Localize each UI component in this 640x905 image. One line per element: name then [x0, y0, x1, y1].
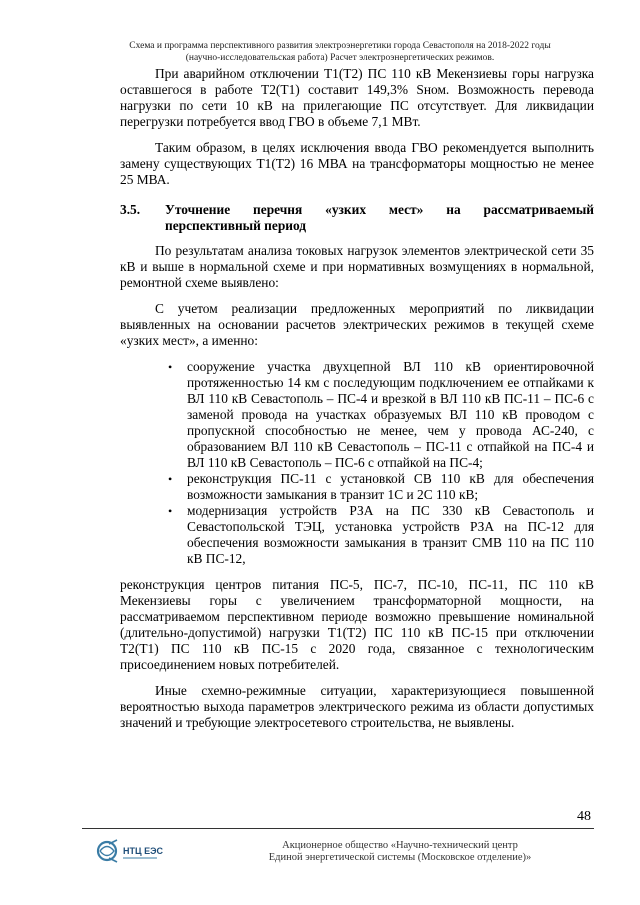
page-content	[120, 66, 594, 731]
paragraph-measures-intro: С учетом реализации предложенных мероприятий по ликвидации выявленных на основании расчетов электрических режимов в текущей схеме «узких мест», а именно:	[120, 301, 594, 348]
paragraph-reconstruction: реконструкция центров питания ПС-5, ПС-7, ПС-10, ПС-11, ПС 110 кВ Мекензиевы горы с увеличением трансформаторной мощности, на рассматриваемом перспективном периоде возможно превышение номинальной (длительно-допустимой) нагрузки Т1(Т2) ПС 110 кВ ПС-15 при отключении Т2(Т1) ПС 110 кВ ПС-15 с 2020 года, связанное с технологическим присоединением новых потребителей.	[120, 577, 594, 672]
section-number: 3.5.	[120, 202, 141, 217]
section-title: Уточнение перечня «узких мест» на рассматриваемый перспективный период	[165, 202, 594, 233]
list-item	[165, 471, 594, 503]
list-item	[165, 359, 594, 471]
paragraph-conclusion: Иные схемно-режимные ситуации, характеризующиеся повышенной вероятностью выхода параметров электрического режима из области допустимых значений и требующие электросетевого строительства, не выявлены.	[120, 683, 594, 730]
footer-line-1: Акционерное общество «Научно-технический центр	[282, 840, 518, 851]
logo-mark	[98, 840, 117, 862]
measures-list	[120, 359, 594, 567]
document-header	[100, 40, 580, 64]
bullet-icon: •	[168, 360, 173, 374]
bullet-icon: •	[168, 472, 173, 486]
section-heading	[120, 202, 594, 234]
list-item	[165, 503, 594, 567]
ntc-ees-logo-icon	[95, 838, 191, 864]
footer-line-2: Единой энергетической системы (Московское отделение)»	[268, 852, 532, 863]
list-item-text: реконструкция ПС-11 с установкой СВ 110 кВ для обеспечения возможности замыкания в транзит 1С и 2С 110 кВ;	[187, 471, 594, 502]
paragraph-recommendation: Таким образом, в целях исключения ввода ГВО рекомендуется выполнить замену существующих Т1(Т2) 16 МВА на трансформаторы мощностью не менее 25 МВА.	[120, 140, 594, 187]
list-item-text: сооружение участка двухцепной ВЛ 110 кВ ориентировочной протяженностью 14 км с последующим подключением ее отпайками к ВЛ 110 кВ Севастополь – ПС-4 и врезкой в ВЛ 110 кВ ПС-11 – ПС-6 с заменой провода на участках образуемых ВЛ 110 кВ проводом с пропускной способностью не менее, чем у провода АС-240, с образованием ВЛ 110 кВ Севастополь – ПС-11 с отпайкой на ПС-4 и ВЛ 110 кВ Севастополь – ПС-6 с отпайкой на ПС-4;	[187, 359, 594, 470]
logo-text: НТЦ ЕЭС	[123, 846, 163, 856]
footer-divider	[82, 828, 594, 829]
header-line-1: Схема и программа перспективного развития электроэнергетики города Севастополя на 2018-2022 годы	[129, 41, 551, 51]
bullet-icon: •	[168, 504, 173, 518]
page-number: 48	[577, 809, 591, 824]
list-item-text: модернизация устройств РЗА на ПС 330 кВ Севастополь и Севастопольской ТЭЦ, установка устройств РЗА на ПС-12 для обеспечения возможности замыкания в транзит СМВ 110 на ПС 110 кВ ПС-12,	[187, 503, 594, 566]
document-footer	[200, 840, 600, 864]
header-line-2: (научно-исследовательская работа) Расчет электроэнергетических режимов.	[185, 53, 495, 63]
paragraph-analysis: По результатам анализа токовых нагрузок элементов электрической сети 35 кВ и выше в нормальной схеме и при нормативных возмущениях в нормальной, ремонтной схеме выявлено:	[120, 243, 594, 290]
paragraph-overload: При аварийном отключении Т1(Т2) ПС 110 кВ Мекензиевы горы нагрузка оставшегося в работе Т2(Т1) составит 149,3% Sном. Возможность перевода нагрузки по сети 10 кВ на прилегающие ПС отсутствует. Для ликвидации перегрузки потребуется ввод ГВО в объеме 7,1 МВт.	[120, 66, 594, 129]
